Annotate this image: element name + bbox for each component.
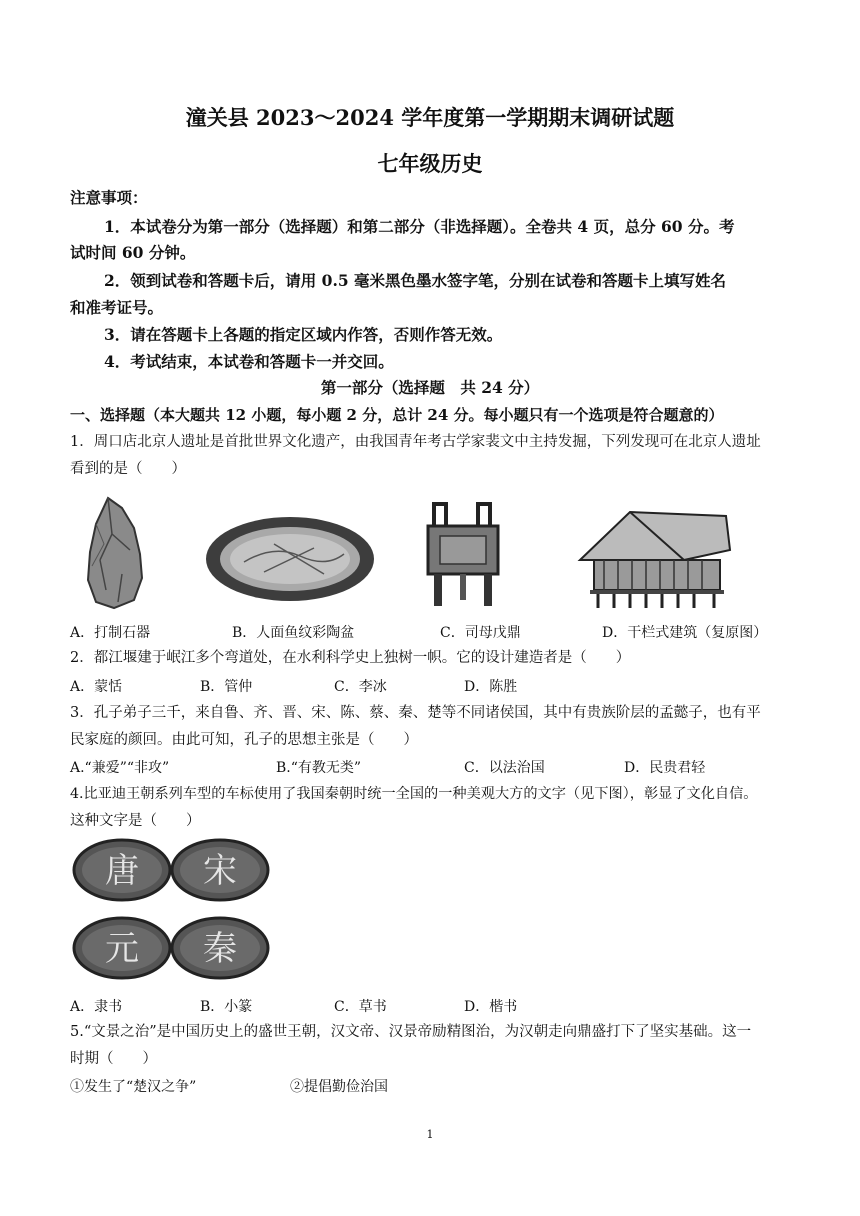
notice-item-1: 1．本试卷分为第一部分（选择题）和第二部分（非选择题）。全卷共 4 页，总分 60 分。考 [104, 217, 735, 236]
notice-heading: 注意事项： [70, 188, 148, 207]
q3-option-b[interactable]: B.“有教无类” [276, 760, 362, 776]
q4-option-d[interactable]: D．楷书 [464, 999, 518, 1015]
notice-item-3: 3．请在答题卡上各题的指定区域内作答，否则作答无效。 [104, 325, 503, 344]
q5-statement-1: ①发生了“楚汉之争” [70, 1079, 197, 1095]
notice-item-2: 2．领到试卷和答题卡后，请用 0.5 毫米黑色墨水签字笔，分别在试卷和答题卡上填写姓名 [104, 271, 727, 290]
q4-option-c[interactable]: C．草书 [334, 999, 387, 1015]
q1-option-b[interactable]: B．人面鱼纹彩陶盆 [232, 625, 355, 641]
q2-option-b[interactable]: B．管仲 [200, 679, 253, 695]
page-number: 1 [426, 1128, 434, 1141]
q1-stem: 1．周口店北京人遗址是首批世界文化遗产，由我国青年考古学家裴文中主持发掘，下列发现可在北京人遗址 [70, 434, 761, 450]
exam-subtitle: 七年级历史 [377, 151, 483, 176]
q2-option-c[interactable]: C．李冰 [334, 679, 387, 695]
q5-stem: 5.“文景之治”是中国历史上的盛世王朝，汉文帝、汉景帝励精图治，为汉朝走向鼎盛打下了坚实基础。这一 [70, 1024, 752, 1040]
stilt-house-image [574, 506, 734, 610]
seal-char-tang: 唐 [105, 851, 139, 891]
q4-option-a[interactable]: A．隶书 [70, 999, 123, 1015]
part1-heading: 第一部分（选择题 共 24 分） [320, 378, 540, 397]
notice-item-4: 4．考试结束，本试卷和答题卡一并交回。 [104, 352, 394, 371]
exam-title: 潼关县 2023～2024 学年度第一学期期末调研试题 [185, 105, 675, 130]
q1-stem-cont: 看到的是（ ） [70, 461, 186, 477]
bronze-ding-image [426, 500, 502, 610]
q3-stem-cont: 民家庭的颜回。由此可知，孔子的思想主张是（ ） [70, 732, 418, 748]
q3-option-c[interactable]: C．以法治国 [464, 760, 545, 776]
q3-stem: 3．孔子弟子三千，来自鲁、齐、晋、宋、陈、蔡、秦、楚等不同诸侯国，其中有贵族阶层的孟懿子，也有平 [70, 705, 761, 721]
seal-char-song: 宋 [203, 851, 237, 891]
q2-option-a[interactable]: A．蒙恬 [70, 679, 123, 695]
q1-option-a[interactable]: A．打制石器 [70, 625, 151, 641]
q1-option-d[interactable]: D．干栏式建筑（复原图） [602, 625, 768, 641]
q5-statement-2: ②提倡勤俭治国 [290, 1079, 388, 1095]
stone-tool-image [78, 494, 150, 612]
section-heading: 一、选择题（本大题共 12 小题，每小题 2 分，总计 24 分。每小题只有一个选项是符合题意的） [70, 406, 724, 424]
q2-stem: 2．都江堰建于岷江多个弯道处，在水利科学史上独树一帜。它的设计建造者是（ ） [70, 650, 631, 666]
notice-item-2-cont: 和准考证号。 [70, 298, 164, 317]
pottery-basin-image [204, 514, 376, 604]
q4-stem: 4.比亚迪王朝系列车型的车标使用了我国秦朝时统一全国的一种美观大方的文字（见下图），彰显了文化自信。 [70, 786, 758, 802]
car-logo-seals-image [70, 832, 274, 986]
q3-option-d[interactable]: D．民贵君轻 [624, 760, 706, 776]
q3-option-a[interactable]: A.“兼爱”“非攻” [70, 760, 170, 776]
q5-stem-cont: 时期（ ） [70, 1051, 157, 1067]
q1-option-c[interactable]: C．司母戊鼎 [440, 625, 521, 641]
seal-char-yuan: 元 [105, 929, 139, 969]
seal-char-qin: 秦 [203, 929, 237, 969]
q2-option-d[interactable]: D．陈胜 [464, 679, 518, 695]
notice-item-1-cont: 试时间 60 分钟。 [70, 243, 196, 262]
q4-option-b[interactable]: B．小篆 [200, 999, 253, 1015]
q4-stem-cont: 这种文字是（ ） [70, 813, 201, 829]
